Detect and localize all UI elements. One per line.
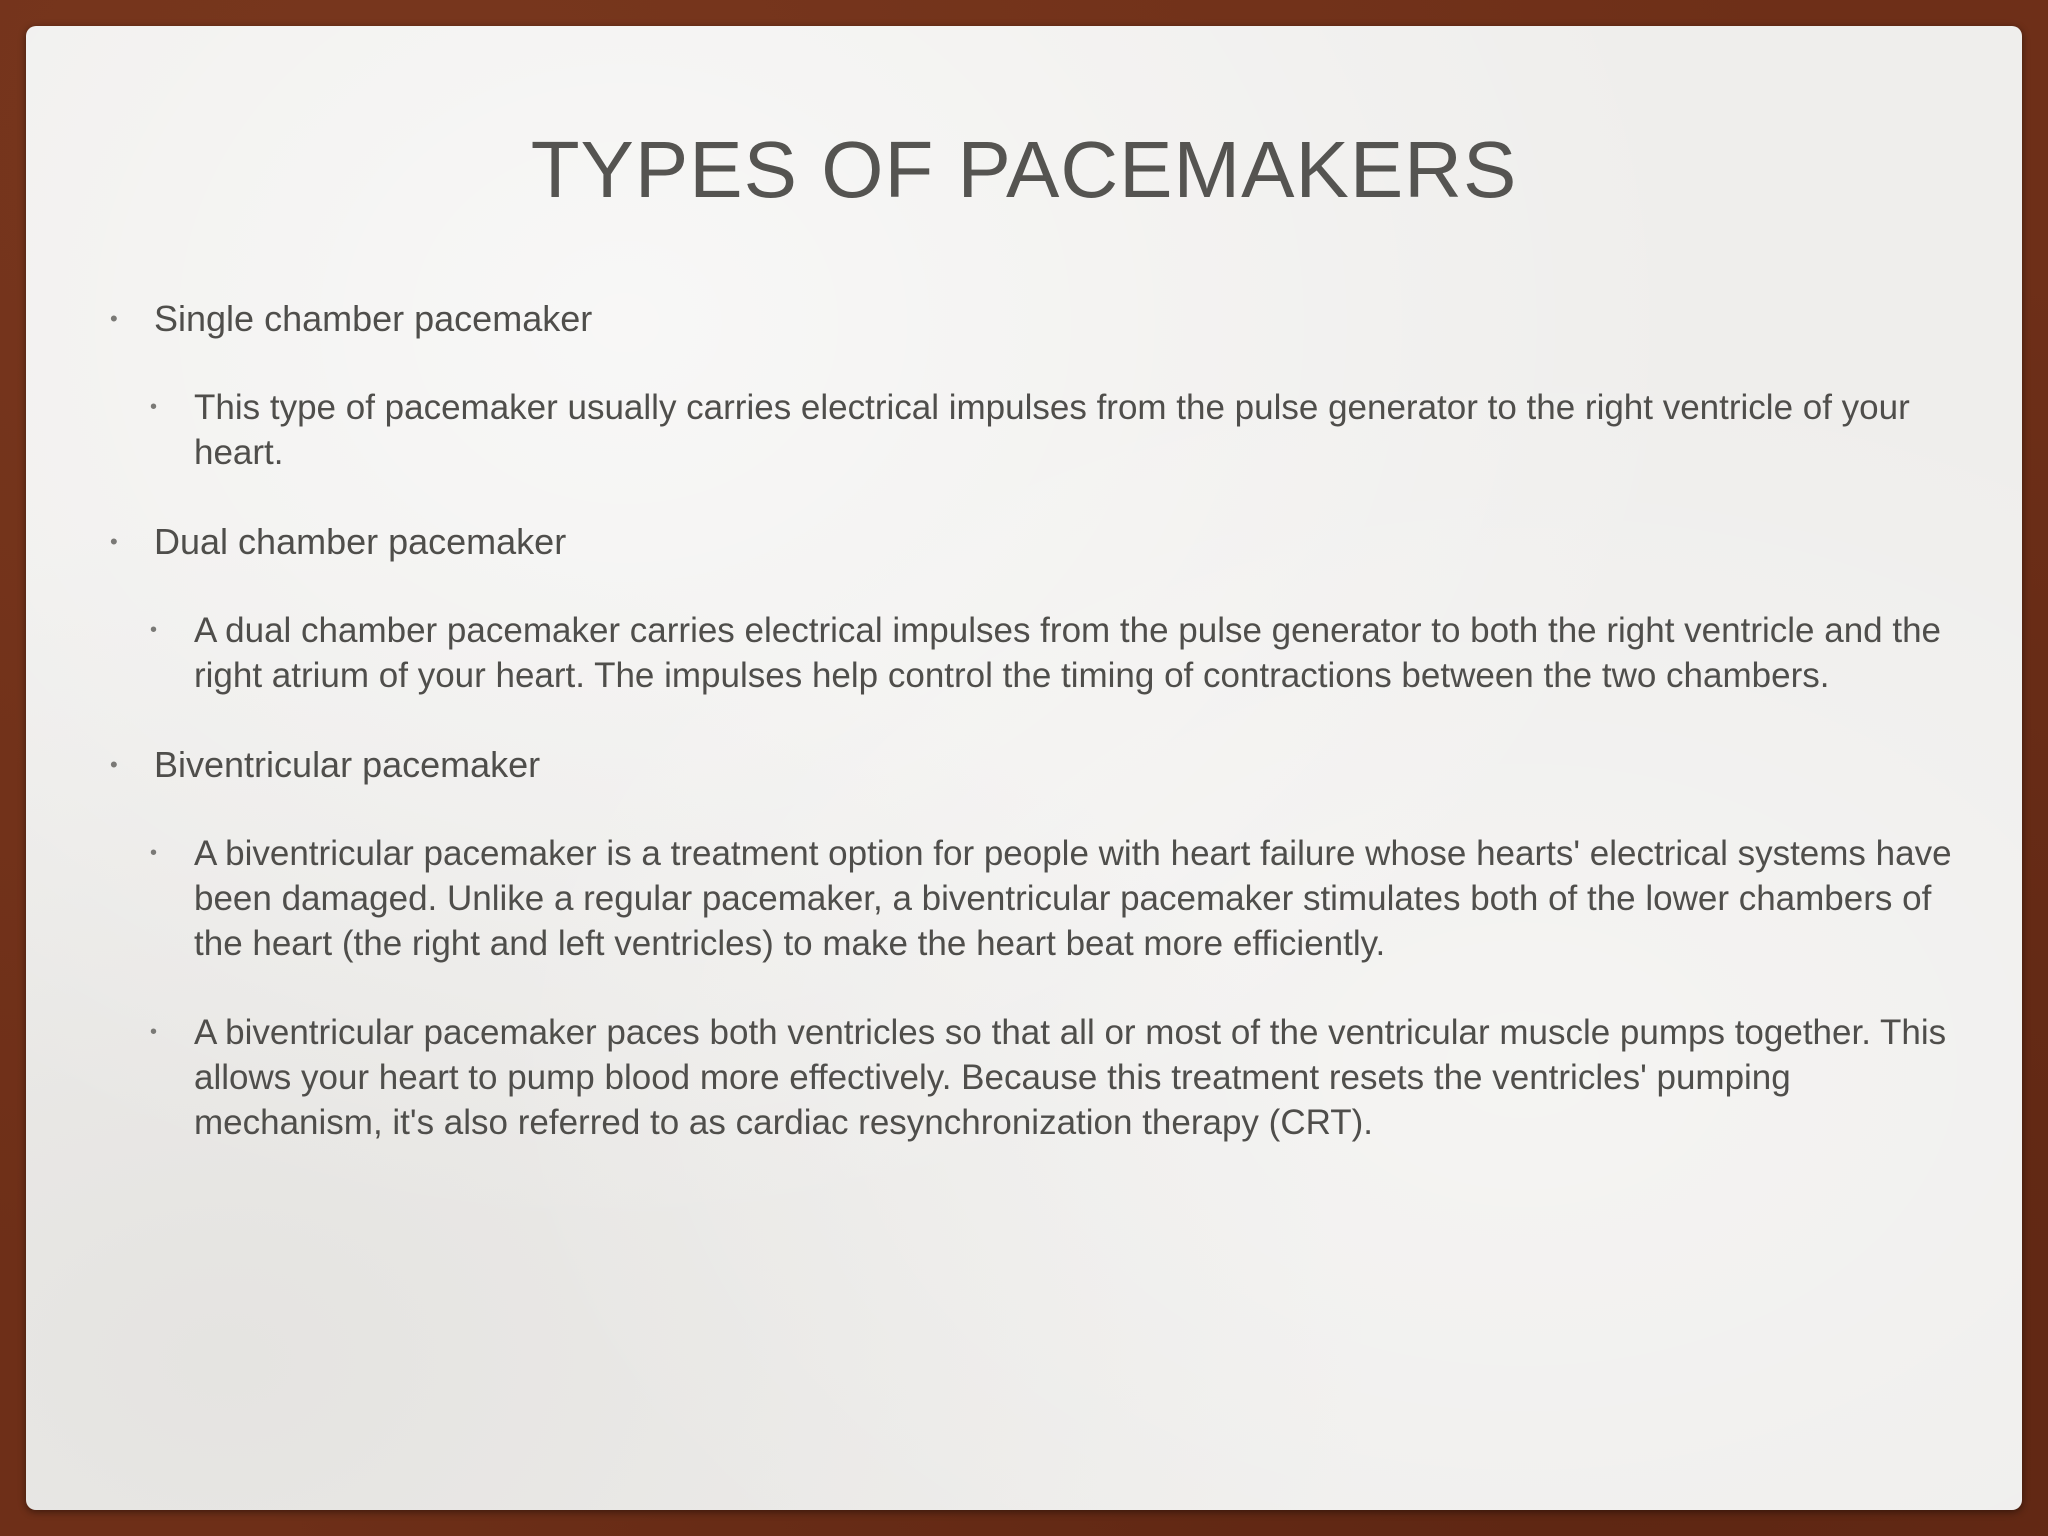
- sub-bullet-item: [150, 385, 1970, 475]
- bullet-item: [110, 742, 1970, 787]
- bullet-dot-icon: •: [150, 619, 158, 641]
- bullet-text: Biventricular pacemaker: [154, 744, 541, 785]
- bullet-item: [110, 296, 1970, 341]
- bullet-dot-icon: •: [150, 842, 158, 864]
- sub-bullet-item: [150, 608, 1970, 698]
- bullet-text: A dual chamber pacemaker carries electrical impulses from the pulse generator to both the right ventricle and the right atrium of your heart. The impulses help control the timing of contractions between the two chambers.: [194, 611, 1942, 695]
- sub-bullet-item: [150, 1010, 1970, 1145]
- bullet-dot-icon: •: [110, 752, 118, 777]
- slide-title: TYPES OF PACEMAKERS: [530, 125, 1518, 214]
- sub-bullet-item: [150, 831, 1970, 966]
- bullet-dot-icon: •: [110, 306, 118, 331]
- bullet-item: [110, 519, 1970, 564]
- bullet-list: [110, 296, 1970, 1189]
- bullet-dot-icon: •: [110, 529, 118, 554]
- bullet-text: A biventricular pacemaker paces both ventricles so that all or most of the ventricular muscle pumps together. This allows your heart to pump blood more effectively. Because this treatment resets the ventricles' pumping mechanism, it's also referred to as cardiac resynchronization therapy (CRT).: [194, 1013, 1947, 1142]
- bullet-dot-icon: •: [150, 396, 158, 418]
- slide: [26, 26, 2022, 1510]
- bullet-dot-icon: •: [150, 1021, 158, 1043]
- bullet-text: This type of pacemaker usually carries electrical impulses from the pulse generator to the right ventricle of your heart.: [194, 388, 1910, 472]
- bullet-text: Dual chamber pacemaker: [154, 521, 567, 562]
- bullet-text: Single chamber pacemaker: [154, 298, 593, 339]
- bullet-text: A biventricular pacemaker is a treatment option for people with heart failure whose hearts' electrical systems have been damaged. Unlike a regular pacemaker, a biventricular pacemaker stimulates both of the lower chambers of the heart (the right and left ventricles) to make the heart beat more efficiently.: [194, 834, 1952, 963]
